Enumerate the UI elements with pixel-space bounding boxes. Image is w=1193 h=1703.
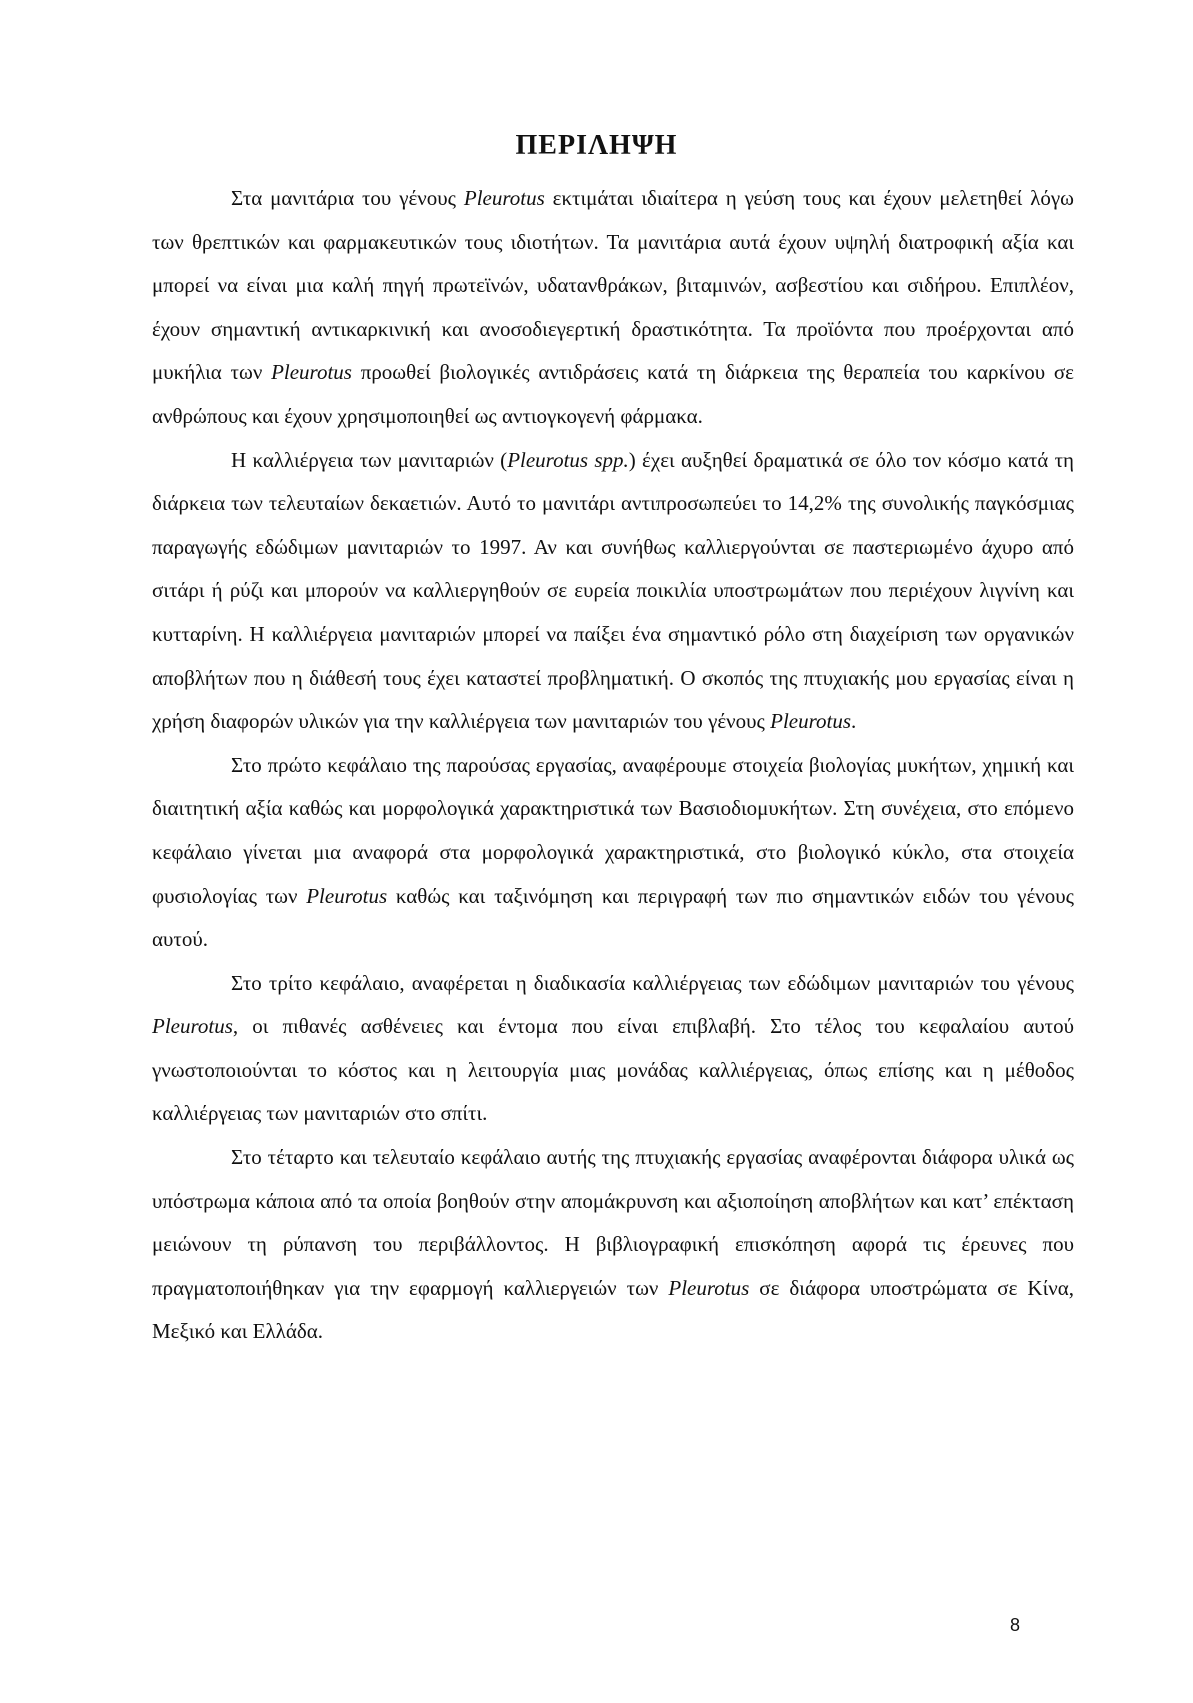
species-name: Pleurotus: [770, 709, 852, 734]
text-run: εκτιμάται ιδιαίτερα η γεύση τους και έχουν μελετηθεί λόγω των θρεπτικών και φαρμακευτικών τους ιδιοτήτων. Τα μανιτάρια αυτά έχουν υψηλή διατροφική αξία και μπορεί να είναι μια καλή πηγή πρωτεϊνών, υδατανθράκων, βιταμινών, ασβεστίου και σιδήρου. Επιπλέον, έχουν σημαντική αντικαρκινική και ανοσοδιεγερτική δραστικότητα. Τα προϊόντα που προέρχονται από μυκήλια των: [152, 186, 1074, 385]
page-title: ΠΕΡΙΛΗΨΗ: [515, 130, 678, 161]
paragraph: [152, 177, 1074, 439]
species-name: Pleurotus: [271, 360, 352, 385]
paragraph: [152, 1136, 1074, 1354]
paragraph: [152, 744, 1074, 962]
text-run: Στα μανιτάρια του γένους: [231, 186, 464, 210]
abstract-body: [152, 177, 1074, 1354]
text-run: Η καλλιέργεια των μανιταριών (: [231, 447, 508, 472]
text-run: Στο τρίτο κεφάλαιο, αναφέρεται η διαδικασία καλλιέργειας των εδώδιμων μανιταριών του γένους: [231, 970, 1074, 995]
text-run: καθώς και ταξινόμηση και περιγραφή των πιο σημαντικών ειδών του γένους αυτού.: [152, 883, 1074, 952]
species-name: Pleurotus spp.: [507, 447, 629, 472]
text-run: .: [851, 709, 857, 734]
species-name: Pleurotus: [152, 1014, 233, 1039]
paragraph: [152, 439, 1074, 744]
text-run: Στο πρώτο κεφάλαιο της παρούσας εργασίας, αναφέρουμε στοιχεία βιολογίας μυκήτων, χημική και διαιτητική αξία καθώς και μορφολογικά χαρακτηριστικά των Βασιοδιομυκήτων. Στη συνέχεια, στο επόμενο κεφάλαιο γίνεται μια αναφορά στα μορφολογικά χαρακτηριστικά, στο βιολογικό κύκλο, στα στοιχεία φυσιολογίας των: [152, 752, 1074, 908]
species-name: Pleurotus: [668, 1275, 750, 1300]
text-run: Στο τέταρτο και τελευταίο κεφάλαιο αυτής της πτυχιακής εργασίας αναφέρονται διάφορα υλικά ως υπόστρωμα κάποια από τα οποία βοηθούν στην απομάκρυνση και αξιοποίηση αποβλήτων και κατ’ επέκταση μειώνουν τη ρύπανση του περιβάλλοντος. Η βιβλιογραφική επισκόπηση αφορά τις έρευνες που πραγματοποιήθηκαν για την εφαρμογή καλλιεργειών των: [152, 1145, 1074, 1300]
text-run: προωθεί βιολογικές αντιδράσεις κατά τη διάρκεια της θεραπεία του καρκίνου σε ανθρώπους και έχουν χρησιμοποιηθεί ως αντιογκογενή φάρμακα.: [152, 360, 1074, 428]
species-name: Pleurotus: [306, 883, 388, 908]
text-run: ) έχει αυξηθεί δραματικά σε όλο τον κόσμο κατά τη διάρκεια των τελευταίων δεκαετιών. Αυτό το μανιτάρι αντιπροσωπεύει το 14,2% της συνολικής παγκόσμιας παραγωγής εδώδιμων μανιταριών το 1997. Αν και συνήθως καλλιεργούνται σε παστεριωμένο άχυρο από σιτάρι ή ρύζι και μπορούν να καλλιεργηθούν σε ευρεία ποικιλία υποστρωμάτων που περιέχουν λιγνίνη και κυτταρίνη. Η καλλιέργεια μανιταριών μπορεί να παίξει ένα σημαντικό ρόλο στη διαχείριση των οργανικών αποβλήτων που η διάθεσή τους έχει καταστεί προβληματική. Ο σκοπός της πτυχιακής μου εργασίας είναι η χρήση διαφορών υλικών για την καλλιέργεια των μανιταριών του γένους: [152, 447, 1075, 734]
paragraph: [152, 962, 1074, 1136]
species-name: Pleurotus: [463, 186, 545, 210]
text-run: σε διάφορα υποστρώματα σε Κίνα, Μεξικό και Ελλάδα.: [152, 1275, 1074, 1344]
text-run: , οι πιθανές ασθένειες και έντομα που είναι επιβλαβή. Στο τέλος του κεφαλαίου αυτού γνωστοποιούνται το κόστος και η λειτουργία μιας μονάδας καλλιέργειας, όπως επίσης και η μέθοδος καλλιέργειας των μανιταριών στο σπίτι.: [152, 1014, 1074, 1126]
page-number: 8: [1010, 1615, 1021, 1635]
